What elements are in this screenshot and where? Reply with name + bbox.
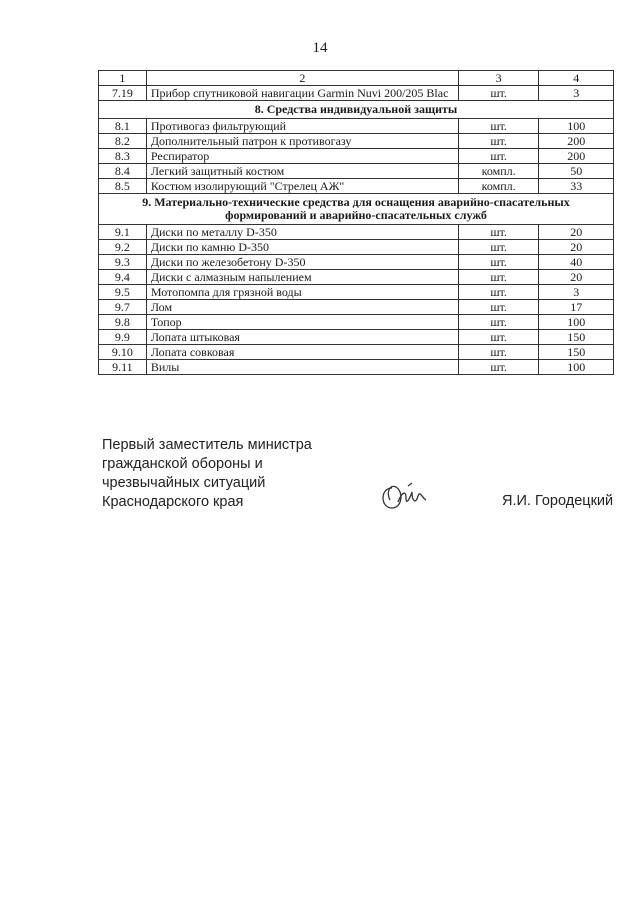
row-number: 9.4	[99, 270, 147, 285]
row-number: 9.1	[99, 225, 147, 240]
item-name: Дополнительный патрон к противогазу	[146, 134, 458, 149]
signature-block	[102, 436, 312, 512]
item-name: Легкий защитный костюм	[146, 164, 458, 179]
item-name: Топор	[146, 315, 458, 330]
item-name: Диски по металлу D-350	[146, 225, 458, 240]
table-row	[99, 149, 614, 164]
item-name: Диски по камню D-350	[146, 240, 458, 255]
row-number: 9.5	[99, 285, 147, 300]
section-header-row	[99, 194, 614, 225]
unit-cell: шт.	[458, 345, 539, 360]
quantity-cell: 50	[539, 164, 614, 179]
quantity-cell: 100	[539, 119, 614, 134]
table-row	[99, 360, 614, 375]
table-row	[99, 300, 614, 315]
table-row	[99, 330, 614, 345]
unit-cell: шт.	[458, 270, 539, 285]
row-number: 8.3	[99, 149, 147, 164]
header-col-2: 2	[146, 71, 458, 86]
row-number: 9.3	[99, 255, 147, 270]
item-name: Мотопомпа для грязной воды	[146, 285, 458, 300]
table-row	[99, 345, 614, 360]
quantity-cell: 20	[539, 225, 614, 240]
quantity-cell: 150	[539, 345, 614, 360]
row-number: 8.5	[99, 179, 147, 194]
unit-cell: шт.	[458, 119, 539, 134]
quantity-cell: 3	[539, 86, 614, 101]
unit-cell: шт.	[458, 360, 539, 375]
item-name: Диски по железобетону D-350	[146, 255, 458, 270]
row-number: 7.19	[99, 86, 147, 101]
quantity-cell: 33	[539, 179, 614, 194]
header-col-4: 4	[539, 71, 614, 86]
row-number: 9.2	[99, 240, 147, 255]
signature-line-2: гражданской обороны и	[102, 456, 263, 472]
unit-cell: шт.	[458, 149, 539, 164]
unit-cell: шт.	[458, 240, 539, 255]
unit-cell: шт.	[458, 134, 539, 149]
table-row	[99, 164, 614, 179]
table-row	[99, 86, 614, 101]
item-name: Респиратор	[146, 149, 458, 164]
quantity-cell: 20	[539, 270, 614, 285]
page-number: 14	[312, 40, 328, 56]
row-number: 9.7	[99, 300, 147, 315]
unit-cell: шт.	[458, 225, 539, 240]
quantity-cell: 100	[539, 315, 614, 330]
quantity-cell: 40	[539, 255, 614, 270]
table-row	[99, 270, 614, 285]
unit-cell: компл.	[458, 179, 539, 194]
equipment-table	[98, 70, 614, 375]
table-row	[99, 179, 614, 194]
section-title: 8. Средства индивидуальной защиты	[99, 101, 614, 119]
item-name: Противогаз фильтрующий	[146, 119, 458, 134]
item-name: Диски с алмазным напылением	[146, 270, 458, 285]
row-number: 9.8	[99, 315, 147, 330]
unit-cell: шт.	[458, 300, 539, 315]
section-header-row	[99, 101, 614, 119]
unit-cell: шт.	[458, 86, 539, 101]
table-body	[99, 71, 614, 375]
row-number: 8.2	[99, 134, 147, 149]
header-col-1: 1	[99, 71, 147, 86]
handwritten-signature	[378, 478, 428, 514]
signature-line-1: Первый заместитель министра	[102, 437, 312, 453]
unit-cell: шт.	[458, 255, 539, 270]
signature-line-4: Краснодарского края	[102, 494, 244, 510]
table-row	[99, 134, 614, 149]
unit-cell: шт.	[458, 285, 539, 300]
table-row	[99, 225, 614, 240]
unit-cell: шт.	[458, 315, 539, 330]
item-name: Прибор спутниковой навигации Garmin Nuvi 200/205 Blac	[146, 86, 458, 101]
item-name: Костюм изолирующий "Стрелец АЖ"	[146, 179, 458, 194]
table-row	[99, 119, 614, 134]
signer-name: Я.И. Городецкий	[502, 493, 614, 509]
row-number: 8.1	[99, 119, 147, 134]
table-row	[99, 240, 614, 255]
row-number: 8.4	[99, 164, 147, 179]
unit-cell: компл.	[458, 164, 539, 179]
quantity-cell: 200	[539, 134, 614, 149]
table-row	[99, 285, 614, 300]
item-name: Лом	[146, 300, 458, 315]
signature-line-3: чрезвычайных ситуаций	[102, 475, 266, 491]
section-title: 9. Материально-технические средства для оснащения аварийно-спасательных формирований и аварийно-спасательных служб	[99, 194, 614, 225]
item-name: Лопата совковая	[146, 345, 458, 360]
item-name: Вилы	[146, 360, 458, 375]
quantity-cell: 17	[539, 300, 614, 315]
table-row	[99, 255, 614, 270]
header-col-3: 3	[458, 71, 539, 86]
row-number: 9.10	[99, 345, 147, 360]
table-header-row	[99, 71, 614, 86]
quantity-cell: 200	[539, 149, 614, 164]
unit-cell: шт.	[458, 330, 539, 345]
row-number: 9.11	[99, 360, 147, 375]
table-row	[99, 315, 614, 330]
item-name: Лопата штыковая	[146, 330, 458, 345]
quantity-cell: 100	[539, 360, 614, 375]
quantity-cell: 150	[539, 330, 614, 345]
row-number: 9.9	[99, 330, 147, 345]
quantity-cell: 20	[539, 240, 614, 255]
quantity-cell: 3	[539, 285, 614, 300]
